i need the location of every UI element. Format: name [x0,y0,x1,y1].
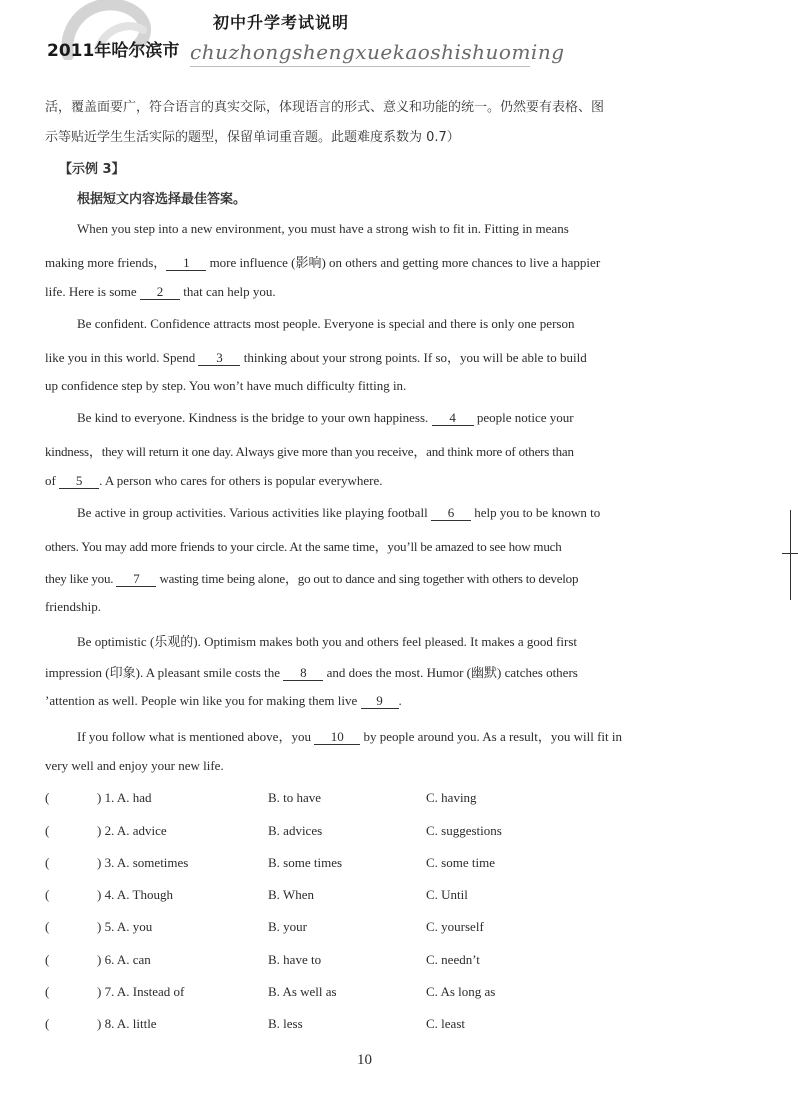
option-c: C. needn’t [426,952,480,967]
blank-10: 10 [314,730,360,745]
header-rule [190,66,530,67]
text-segment: more influence (影响) on others and getting more chances to live a happier [206,255,601,270]
passage-p4-line1 [77,505,600,521]
option-c: C. least [426,1016,465,1031]
option-c: C. Until [426,887,468,902]
option-c: C. some time [426,855,495,870]
instruction-text: 根据短文内容选择最佳答案。 [77,192,247,207]
text-segment: ’attention as well. People win like you for making them live [45,693,361,708]
crop-mark-horizontal [782,553,798,554]
answer-paren: ( [45,984,50,999]
passage-p5-line2 [45,662,578,681]
intro-line-2: 示等贴近学生生活实际的题型，保留单词重音题。此题难度系数为 0.7） [45,130,460,145]
option-b: B. have to [268,952,322,967]
passage-p2-line3: up confidence step by step. You won’t have much difficulty fitting in. [45,378,407,393]
text-segment: by people around you. As a result，you will fit in [360,729,622,744]
option-a: ) 5. A. you [97,919,153,934]
text-segment: thinking about your strong points. If so，you will be able to build [240,350,587,365]
option-b: B. your [268,919,307,934]
text-segment: help you to be known to [470,505,601,520]
passage-p2-line1: Be confident. Confidence attracts most people. Everyone is special and there is only one person [77,316,575,331]
answer-paren: ( [45,952,50,967]
text-segment: impression (印象). A pleasant smile costs the [45,665,284,680]
example-label: 【示例 3】 [59,162,125,177]
blank-4: 4 [432,411,474,426]
passage-p3-line2: kindness，they will return it one day. Always give more than you receive，and think more of others than [45,444,574,459]
text-segment: they like you. [45,571,117,586]
option-b: B. When [268,887,314,902]
blank-8: 8 [283,666,323,681]
passage-p5-line3 [45,693,402,709]
text-segment: Be active in group activities. Various activities like playing football [77,505,431,520]
text-segment: people notice your [473,410,574,425]
option-b: B. As well as [268,984,337,999]
blank-7: 7 [116,572,156,587]
book-title: 初中升学考试说明 [213,13,350,32]
passage-p6-line1 [77,726,622,745]
option-a: ) 8. A. little [97,1016,157,1031]
passage-p3-line3 [45,473,382,489]
year-city-label: 2011年哈尔滨市 [47,41,180,61]
passage-p5-line1: Be optimistic (乐观的). Optimism makes both you and others feel pleased. It makes a good first [77,634,578,649]
answer-paren: ( [45,823,50,838]
blank-6: 6 [431,506,471,521]
text-segment: and does the most. Humor (幽默) catches others [323,665,578,680]
text-segment: . A person who cares for others is popular everywhere. [99,473,383,488]
passage-p4-line2: others. You may add more friends to your circle. At the same time，you’ll be amazed to see how much [45,539,562,554]
passage-p1-line3 [45,284,276,300]
option-b: B. some times [268,855,343,870]
passage-p4-line3 [45,568,578,587]
blank-2: 2 [140,285,180,300]
option-a: ) 2. A. advice [97,823,167,838]
answer-paren: ( [45,1016,50,1031]
passage-p4-line4: friendship. [45,599,101,614]
text-segment: . [398,693,402,708]
blank-1: 1 [166,256,206,271]
page-header [0,0,798,90]
text-segment: like you in this world. Spend [45,350,199,365]
text-segment: that can help you. [179,284,276,299]
option-c: C. yourself [426,919,484,934]
intro-line-1: 活，覆盖面要广，符合语言的真实交际，体现语言的形式、意义和功能的统一。仍然要有表格、图 [45,100,605,115]
blank-9: 9 [361,694,399,709]
option-b: B. less [268,1016,303,1031]
option-a: ) 3. A. sometimes [97,855,189,870]
passage-p6-line2: very well and enjoy your new life. [45,758,224,773]
passage-p2-line2 [45,347,587,366]
book-title-pinyin: chuzhongshengxuekaoshishuoming [190,40,565,64]
answer-paren: ( [45,887,50,902]
answer-paren: ( [45,919,50,934]
option-a: ) 1. A. had [97,790,152,805]
option-a: ) 6. A. can [97,952,151,967]
blank-3: 3 [198,351,240,366]
text-segment: of [45,473,60,488]
text-segment: making more friends， [45,255,167,270]
answer-paren: ( [45,790,50,805]
answer-paren: ( [45,855,50,870]
option-a: ) 7. A. Instead of [97,984,185,999]
passage-p1-line1: When you step into a new environment, you must have a strong wish to fit in. Fitting in means [77,221,569,236]
option-b: B. advices [268,823,323,838]
option-a: ) 4. A. Though [97,887,173,902]
option-c: C. suggestions [426,823,502,838]
option-c: C. As long as [426,984,496,999]
text-segment: wasting time being alone，go out to dance and sing together with others to develop [156,571,579,586]
text-segment: If you follow what is mentioned above，you [77,729,315,744]
page-number: 10 [357,1052,372,1068]
option-c: C. having [426,790,477,805]
passage-p1-line2 [45,252,600,271]
text-segment: life. Here is some [45,284,140,299]
text-segment: Be kind to everyone. Kindness is the bridge to your own happiness. [77,410,432,425]
option-b: B. to have [268,790,322,805]
blank-5: 5 [59,474,99,489]
passage-p3-line1 [77,410,574,426]
crop-mark-vertical [790,510,791,600]
